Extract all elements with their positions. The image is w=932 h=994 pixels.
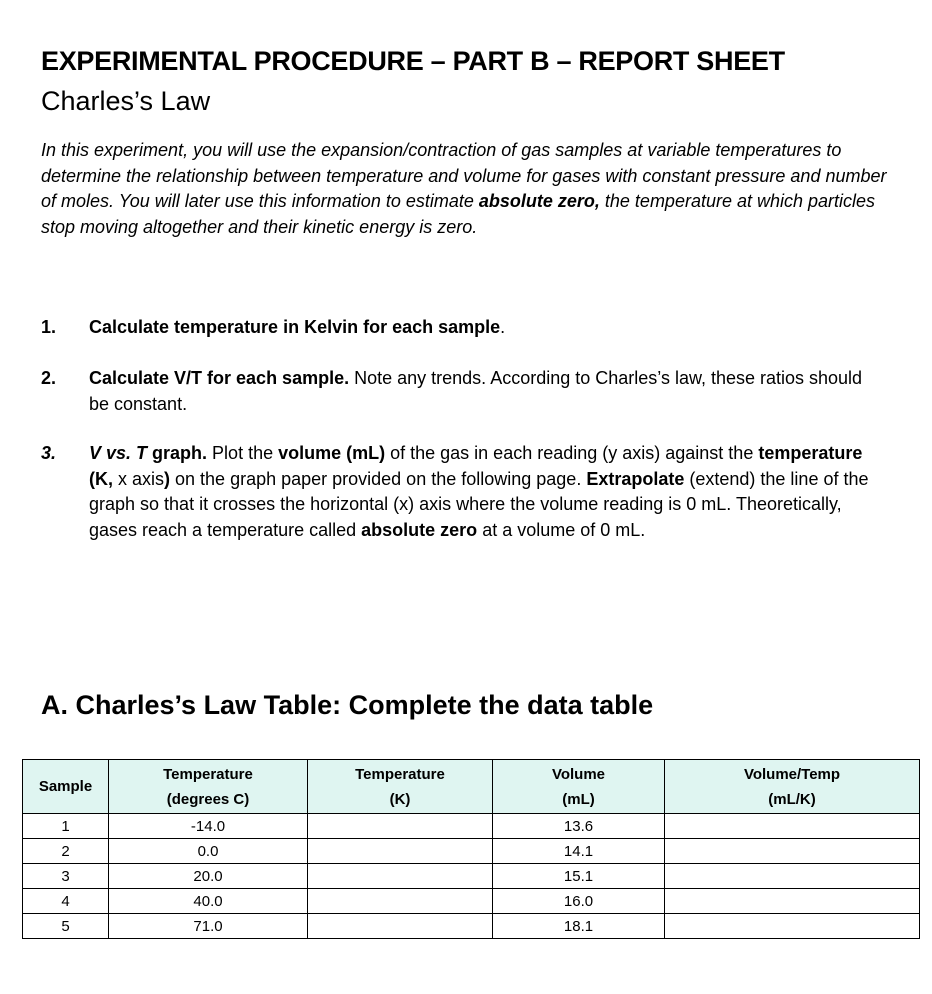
cell-volume: 15.1 — [493, 864, 665, 889]
cell-volume-temp[interactable] — [665, 889, 920, 914]
header-temp-k-line1: Temperature — [355, 765, 445, 783]
table-row — [23, 839, 920, 864]
instruction-bold-b: volume (mL) — [278, 443, 386, 463]
cell-temp-c: -14.0 — [109, 814, 308, 839]
instruction-text-d: on the graph paper provided on the following page. — [170, 468, 587, 489]
instruction-text-b: of the gas in each reading (y axis) against the — [385, 443, 759, 463]
instruction-3 — [41, 441, 881, 543]
instruction-text-c: x axis — [113, 468, 165, 489]
table-row — [23, 914, 920, 939]
cell-sample: 5 — [23, 914, 109, 939]
intro-paragraph — [41, 138, 891, 240]
charles-law-table — [22, 759, 920, 939]
header-sample — [23, 760, 109, 814]
instruction-bold-a: graph. — [147, 443, 208, 463]
table-heading: A. Charles’s Law Table: Complete the data table — [41, 690, 654, 720]
cell-sample: 4 — [23, 889, 109, 914]
header-temp-c-line1: Temperature — [163, 765, 253, 783]
cell-temp-c: 0.0 — [109, 839, 308, 864]
instruction-bold: Calculate V/T for each sample. — [89, 368, 350, 388]
header-temp-k — [308, 760, 493, 814]
instruction-1 — [41, 315, 881, 341]
header-temp-c — [109, 760, 308, 814]
header-volume-line1: Volume — [551, 765, 606, 783]
instruction-bold-e: Extrapolate — [586, 468, 685, 489]
header-volume — [493, 760, 665, 814]
cell-temp-k[interactable] — [308, 839, 493, 864]
intro-text-1: In this experiment, you will use the expansion/contraction of gas samples at variable temperatures to determine the relationship between temperature and volume for gases with constant pressure and number of moles. You will later use this information to estimate — [41, 140, 887, 211]
page-title: EXPERIMENTAL PROCEDURE – PART B – REPORT SHEET — [41, 46, 785, 76]
instruction-text: Note any trends. According to Charles’s law, these ratios should be constant. — [89, 368, 863, 414]
cell-volume: 16.0 — [493, 889, 665, 914]
table-row — [23, 889, 920, 914]
header-temp-c-line2: (degrees C) — [166, 790, 250, 808]
cell-sample: 2 — [23, 839, 109, 864]
table-row — [23, 814, 920, 839]
header-temp-k-line2: (K) — [389, 790, 411, 808]
instruction-bold-d: ) — [164, 468, 171, 489]
cell-sample: 3 — [23, 864, 109, 889]
cell-volume: 14.1 — [493, 839, 665, 864]
instruction-text-a: Plot the — [207, 443, 279, 463]
instruction-number: 3. — [41, 443, 57, 463]
table-header-row — [23, 760, 920, 814]
cell-temp-k[interactable] — [308, 914, 493, 939]
instruction-bold-c: temperature (K, — [89, 443, 863, 489]
cell-temp-k[interactable] — [308, 814, 493, 839]
cell-volume-temp[interactable] — [665, 914, 920, 939]
intro-bold-1: absolute zero, — [478, 191, 600, 211]
instruction-number: 2. — [41, 368, 57, 388]
instruction-text-e: (extend) the line of the graph so that it crosses the horizontal (x) axis where the volume reading is 0 mL. Theoretically, gases reach a temperature called — [89, 468, 869, 540]
page-subtitle: Charles’s Law — [41, 86, 211, 116]
intro-text-2: the temperature at which particles stop moving altogether and their kinetic energy is zero. — [41, 191, 876, 237]
instruction-italic-bold: V vs. T — [89, 443, 148, 463]
cell-sample: 1 — [23, 814, 109, 839]
cell-temp-k[interactable] — [308, 864, 493, 889]
cell-temp-c: 20.0 — [109, 864, 308, 889]
instruction-bold: Calculate temperature in Kelvin for each sample — [89, 317, 501, 337]
instruction-number: 1. — [41, 317, 57, 337]
header-sample-label: Sample — [38, 778, 93, 795]
instruction-text: . — [500, 317, 506, 337]
instruction-text-f: at a volume of 0 mL. — [477, 519, 646, 540]
cell-temp-c: 71.0 — [109, 914, 308, 939]
header-volume-line2: (mL) — [562, 790, 595, 808]
instruction-bold-f: absolute zero — [361, 519, 478, 540]
cell-temp-k[interactable] — [308, 889, 493, 914]
cell-volume-temp[interactable] — [665, 864, 920, 889]
cell-volume-temp[interactable] — [665, 814, 920, 839]
header-vt-line2: (mL/K) — [768, 790, 816, 808]
header-volume-temp — [665, 760, 920, 814]
table-row — [23, 864, 920, 889]
instruction-2 — [41, 366, 881, 417]
cell-volume: 13.6 — [493, 814, 665, 839]
cell-volume-temp[interactable] — [665, 839, 920, 864]
header-vt-line1: Volume/Temp — [743, 765, 841, 783]
cell-volume: 18.1 — [493, 914, 665, 939]
cell-temp-c: 40.0 — [109, 889, 308, 914]
